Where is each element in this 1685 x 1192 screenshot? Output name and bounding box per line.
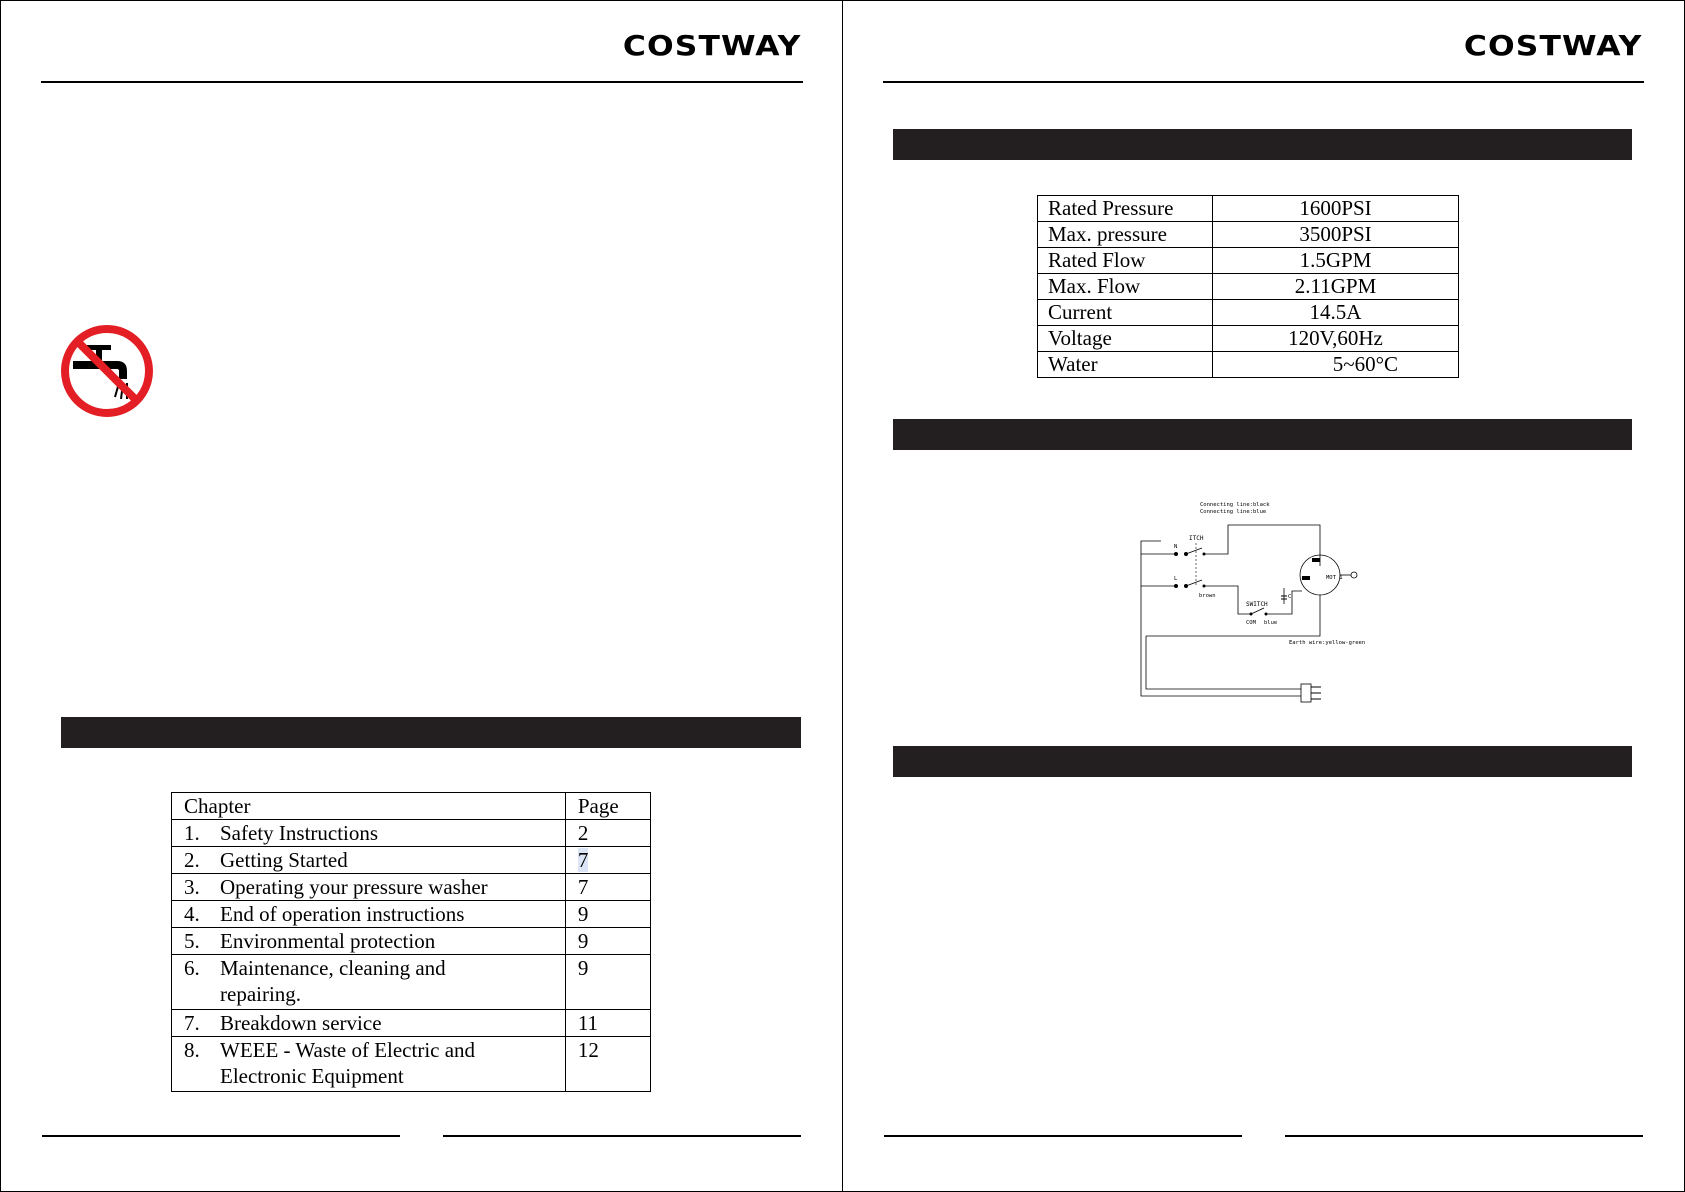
toc-row-number: 8. [184,1038,200,1062]
costway-logo: COSTWAY [623,29,802,62]
spec-key: Rated Flow [1038,248,1213,274]
toc-row-number: 7. [184,1011,200,1035]
toc-row-page: 9 [577,929,589,953]
toc-row-page: 11 [577,1011,599,1035]
spec-row [1038,196,1459,222]
toc-row-page: 7 [577,875,589,899]
toc-row-label: End of operation instructions [220,902,465,926]
spec-value: 1600PSI [1213,196,1459,222]
toc-row [172,928,651,955]
wiring-label-itch: ITCH [1189,535,1204,542]
spec-value: 14.5A [1213,300,1459,326]
no-water-tap-icon [59,323,155,419]
footer-rule-right [443,1135,801,1137]
spec-value: 1.5GPM [1213,248,1459,274]
wiring-label-mot: MOT 1 [1326,575,1343,581]
spec-value: 3500PSI [1213,222,1459,248]
wiring-label-brown: brown [1199,593,1216,599]
wiring-label-earth: Earth wire:yellow-green [1289,640,1366,646]
toc-header-chapter: Chapter [172,793,566,820]
spec-row [1038,222,1459,248]
toc-row-page: 2 [577,821,589,845]
specifications-table [1037,195,1459,378]
wiring-diagram [1126,496,1371,716]
toc-row-page: 9 [577,956,589,980]
spec-row [1038,248,1459,274]
spec-value: 2.11GPM [1213,274,1459,300]
toc-row-number: 1. [184,821,200,845]
footer-rule-left [884,1135,1242,1137]
toc-row-page: 12 [577,1038,599,1062]
wiring-label-switch: SWITCH [1246,601,1268,608]
spec-key: Max. Flow [1038,274,1213,300]
spec-key: Voltage [1038,326,1213,352]
spec-row [1038,326,1459,352]
wiring-label-n: N [1174,544,1178,550]
toc-row-page: 7 [577,848,589,872]
toc-row [172,847,651,874]
toc-row-number: 4. [184,902,200,926]
wiring-label-blue-wire: blue [1264,620,1278,626]
specs-section-bar [893,129,1632,160]
toc-row-number: 6. [184,956,200,980]
spec-key: Rated Pressure [1038,196,1213,222]
wiring-label-l: L [1174,576,1178,582]
spec-row [1038,300,1459,326]
spec-key: Max. pressure [1038,222,1213,248]
toc-section-bar [61,717,801,748]
right-page [842,0,1685,1192]
toc-row [172,1010,651,1037]
costway-logo: COSTWAY [1464,29,1643,62]
spec-row [1038,352,1459,378]
toc-row [172,955,651,1010]
toc-header-page: Page [565,793,650,820]
toc-row [172,820,651,847]
wiring-label-black: Connecting line:black [1200,502,1270,508]
footer-rule-left [42,1135,400,1137]
toc-header-row [172,793,651,820]
spec-value: 5~60°C [1213,352,1459,378]
toc-row-number: 3. [184,875,200,899]
toc-row-label: Breakdown service [220,1011,382,1035]
toc-row-label: Operating your pressure washer [220,875,488,899]
toc-row [172,901,651,928]
wiring-label-c: C [1288,594,1292,600]
toc-row-page: 9 [577,902,589,926]
third-section-bar [893,746,1632,777]
toc-row-label: Maintenance, cleaning and repairing. [220,956,446,1006]
toc-row-number: 2. [184,848,200,872]
spec-row [1038,274,1459,300]
spec-value: 120V,60Hz [1213,326,1459,352]
wiring-section-bar [893,419,1632,450]
header-divider [41,81,803,83]
header-divider [883,81,1644,83]
toc-row [172,874,651,901]
table-of-contents [171,792,651,1092]
toc-row-label: WEEE - Waste of Electric and Electronic Equipment [220,1038,476,1088]
toc-row-label: Getting Started [220,848,348,872]
spec-key: Current [1038,300,1213,326]
toc-row [172,1037,651,1092]
toc-row-label: Safety Instructions [220,821,379,845]
toc-row-label: Environmental protection [220,929,436,953]
spec-key: Water [1038,352,1213,378]
footer-rule-right [1285,1135,1643,1137]
wiring-label-com: COM [1246,620,1256,626]
toc-row-number: 5. [184,929,200,953]
wiring-label-blue: Connecting line:blue [1200,509,1267,515]
